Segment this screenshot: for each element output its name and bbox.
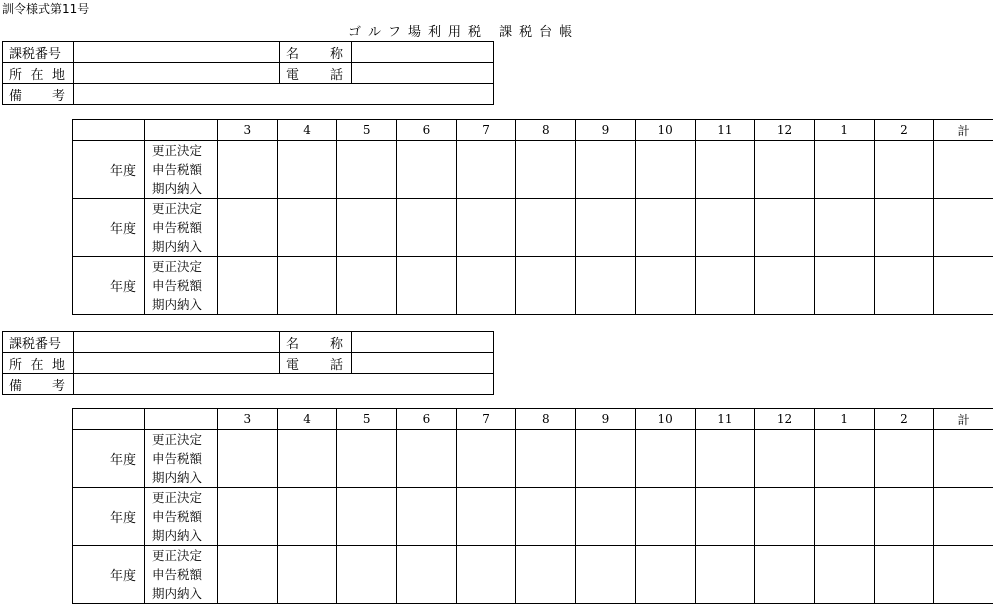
row-label: 更正決定 [152,143,203,158]
month-header: 1 [814,120,874,141]
amount-cell[interactable] [576,257,636,315]
amount-cell[interactable] [277,199,337,257]
amount-cell[interactable] [755,199,815,257]
amount-cell[interactable] [635,199,695,257]
page-title: ゴルフ場利用税 課税台帳 [348,25,580,40]
row-label: 更正決定 [152,490,203,505]
amount-cell[interactable] [218,141,278,199]
amount-cell[interactable] [516,257,576,315]
row-label: 申告税額 [152,451,203,466]
month-header: 11 [695,120,755,141]
amount-cell[interactable] [695,488,755,546]
phone-field[interactable] [352,63,494,84]
month-header: 3 [218,409,278,430]
amount-cell[interactable] [695,199,755,257]
row-label: 期内納入 [152,239,203,254]
amount-cell[interactable] [695,257,755,315]
amount-cell[interactable] [218,257,278,315]
name-label: 名称 [280,332,352,353]
amount-cell[interactable] [277,141,337,199]
amount-cell[interactable] [874,488,934,546]
amount-cell[interactable] [695,430,755,488]
row-label: 申告税額 [152,509,203,524]
phone-field[interactable] [352,353,494,374]
year-label: 年度 [73,141,145,199]
amount-cell[interactable] [635,257,695,315]
month-header-row [73,409,993,430]
row-labels [145,430,218,488]
monthly-tax-table [72,408,993,604]
month-header-row [73,120,993,141]
amount-cell[interactable] [337,141,397,199]
amount-cell[interactable] [874,257,934,315]
amount-cell[interactable] [397,199,457,257]
amount-cell[interactable] [576,430,636,488]
amount-cell[interactable] [277,488,337,546]
month-header: 3 [218,120,278,141]
month-header: 5 [337,120,397,141]
month-header: 11 [695,409,755,430]
amount-cell[interactable] [814,488,874,546]
amount-cell[interactable] [934,546,993,604]
amount-cell[interactable] [576,546,636,604]
remarks-label: 備考 [3,374,74,395]
year-row [73,257,993,315]
amount-cell[interactable] [277,546,337,604]
amount-cell[interactable] [397,430,457,488]
amount-cell[interactable] [218,199,278,257]
month-header: 8 [516,120,576,141]
month-header: 6 [397,120,457,141]
month-header: 5 [337,409,397,430]
amount-cell[interactable] [397,257,457,315]
row-labels [145,488,218,546]
month-header: 2 [874,120,934,141]
amount-cell[interactable] [516,141,576,199]
amount-cell[interactable] [456,546,516,604]
monthly-tax-table [72,119,993,315]
amount-cell[interactable] [934,141,993,199]
month-header: 計 [934,120,993,141]
year-label: 年度 [73,199,145,257]
remarks-field[interactable] [74,374,494,395]
row-labels [145,199,218,257]
month-header: 9 [576,120,636,141]
amount-cell[interactable] [635,141,695,199]
amount-cell[interactable] [635,430,695,488]
header-blank [145,120,218,141]
amount-cell[interactable] [755,430,815,488]
form-number: 訓令様式第11号 [2,2,90,16]
amount-cell[interactable] [874,199,934,257]
amount-cell[interactable] [397,546,457,604]
amount-cell[interactable] [695,141,755,199]
phone-label: 電話 [280,63,352,84]
row-label: 更正決定 [152,548,203,563]
row-labels [145,546,218,604]
info-table [2,331,494,395]
amount-cell[interactable] [397,488,457,546]
name-field[interactable] [352,332,494,353]
amount-cell[interactable] [635,488,695,546]
amount-cell[interactable] [814,430,874,488]
amount-cell[interactable] [695,546,755,604]
month-header: 4 [277,409,337,430]
row-label: 更正決定 [152,201,203,216]
amount-cell[interactable] [576,199,636,257]
amount-cell[interactable] [755,546,815,604]
amount-cell[interactable] [576,488,636,546]
row-label: 申告税額 [152,567,203,582]
amount-cell[interactable] [337,257,397,315]
amount-cell[interactable] [218,488,278,546]
amount-cell[interactable] [934,488,993,546]
info-table [2,41,494,105]
row-label: 申告税額 [152,220,203,235]
year-label: 年度 [73,546,145,604]
amount-cell[interactable] [814,141,874,199]
phone-label: 電話 [280,353,352,374]
tax-number-field[interactable] [74,42,280,63]
year-row [73,488,993,546]
amount-cell[interactable] [635,546,695,604]
month-header: 10 [635,409,695,430]
amount-cell[interactable] [755,141,815,199]
row-label: 申告税額 [152,162,203,177]
row-labels [145,257,218,315]
tax-number-label: 課税番号 [3,332,74,353]
year-row [73,430,993,488]
amount-cell[interactable] [456,430,516,488]
row-label: 申告税額 [152,278,203,293]
amount-cell[interactable] [456,141,516,199]
month-header: 12 [755,409,815,430]
amount-cell[interactable] [218,546,278,604]
row-label: 期内納入 [152,528,203,543]
amount-cell[interactable] [337,199,397,257]
amount-cell[interactable] [218,430,278,488]
amount-cell[interactable] [516,488,576,546]
remarks-field[interactable] [74,84,494,105]
location-field[interactable] [74,63,280,84]
amount-cell[interactable] [277,430,337,488]
year-row [73,546,993,604]
month-header: 4 [277,120,337,141]
amount-cell[interactable] [874,546,934,604]
amount-cell[interactable] [516,546,576,604]
amount-cell[interactable] [456,488,516,546]
year-label: 年度 [73,430,145,488]
tax-number-label: 課税番号 [3,42,74,63]
amount-cell[interactable] [456,257,516,315]
year-row [73,199,993,257]
month-header: 10 [635,120,695,141]
header-blank [73,409,145,430]
location-label: 所在地 [3,63,74,84]
month-header: 1 [814,409,874,430]
row-label: 更正決定 [152,259,203,274]
amount-cell[interactable] [814,546,874,604]
amount-cell[interactable] [814,257,874,315]
name-field[interactable] [352,42,494,63]
amount-cell[interactable] [814,199,874,257]
row-label: 期内納入 [152,181,203,196]
amount-cell[interactable] [874,430,934,488]
month-header: 6 [397,409,457,430]
month-header: 計 [934,409,993,430]
amount-cell[interactable] [456,199,516,257]
header-blank [73,120,145,141]
amount-cell[interactable] [337,546,397,604]
location-label: 所在地 [3,353,74,374]
row-label: 期内納入 [152,470,203,485]
month-header: 12 [755,120,815,141]
name-label: 名称 [280,42,352,63]
month-header: 7 [456,409,516,430]
location-field[interactable] [74,353,280,374]
row-label: 更正決定 [152,432,203,447]
amount-cell[interactable] [874,141,934,199]
header-blank [145,409,218,430]
year-label: 年度 [73,257,145,315]
row-label: 期内納入 [152,297,203,312]
amount-cell[interactable] [516,430,576,488]
row-labels [145,141,218,199]
amount-cell[interactable] [576,141,636,199]
amount-cell[interactable] [277,257,337,315]
amount-cell[interactable] [755,257,815,315]
month-header: 8 [516,409,576,430]
tax-number-field[interactable] [74,332,280,353]
amount-cell[interactable] [934,430,993,488]
row-label: 期内納入 [152,586,203,601]
remarks-label: 備考 [3,84,74,105]
amount-cell[interactable] [516,199,576,257]
amount-cell[interactable] [755,488,815,546]
amount-cell[interactable] [337,430,397,488]
month-header: 7 [456,120,516,141]
amount-cell[interactable] [337,488,397,546]
year-row [73,141,993,199]
month-header: 2 [874,409,934,430]
amount-cell[interactable] [934,199,993,257]
amount-cell[interactable] [397,141,457,199]
amount-cell[interactable] [934,257,993,315]
year-label: 年度 [73,488,145,546]
month-header: 9 [576,409,636,430]
